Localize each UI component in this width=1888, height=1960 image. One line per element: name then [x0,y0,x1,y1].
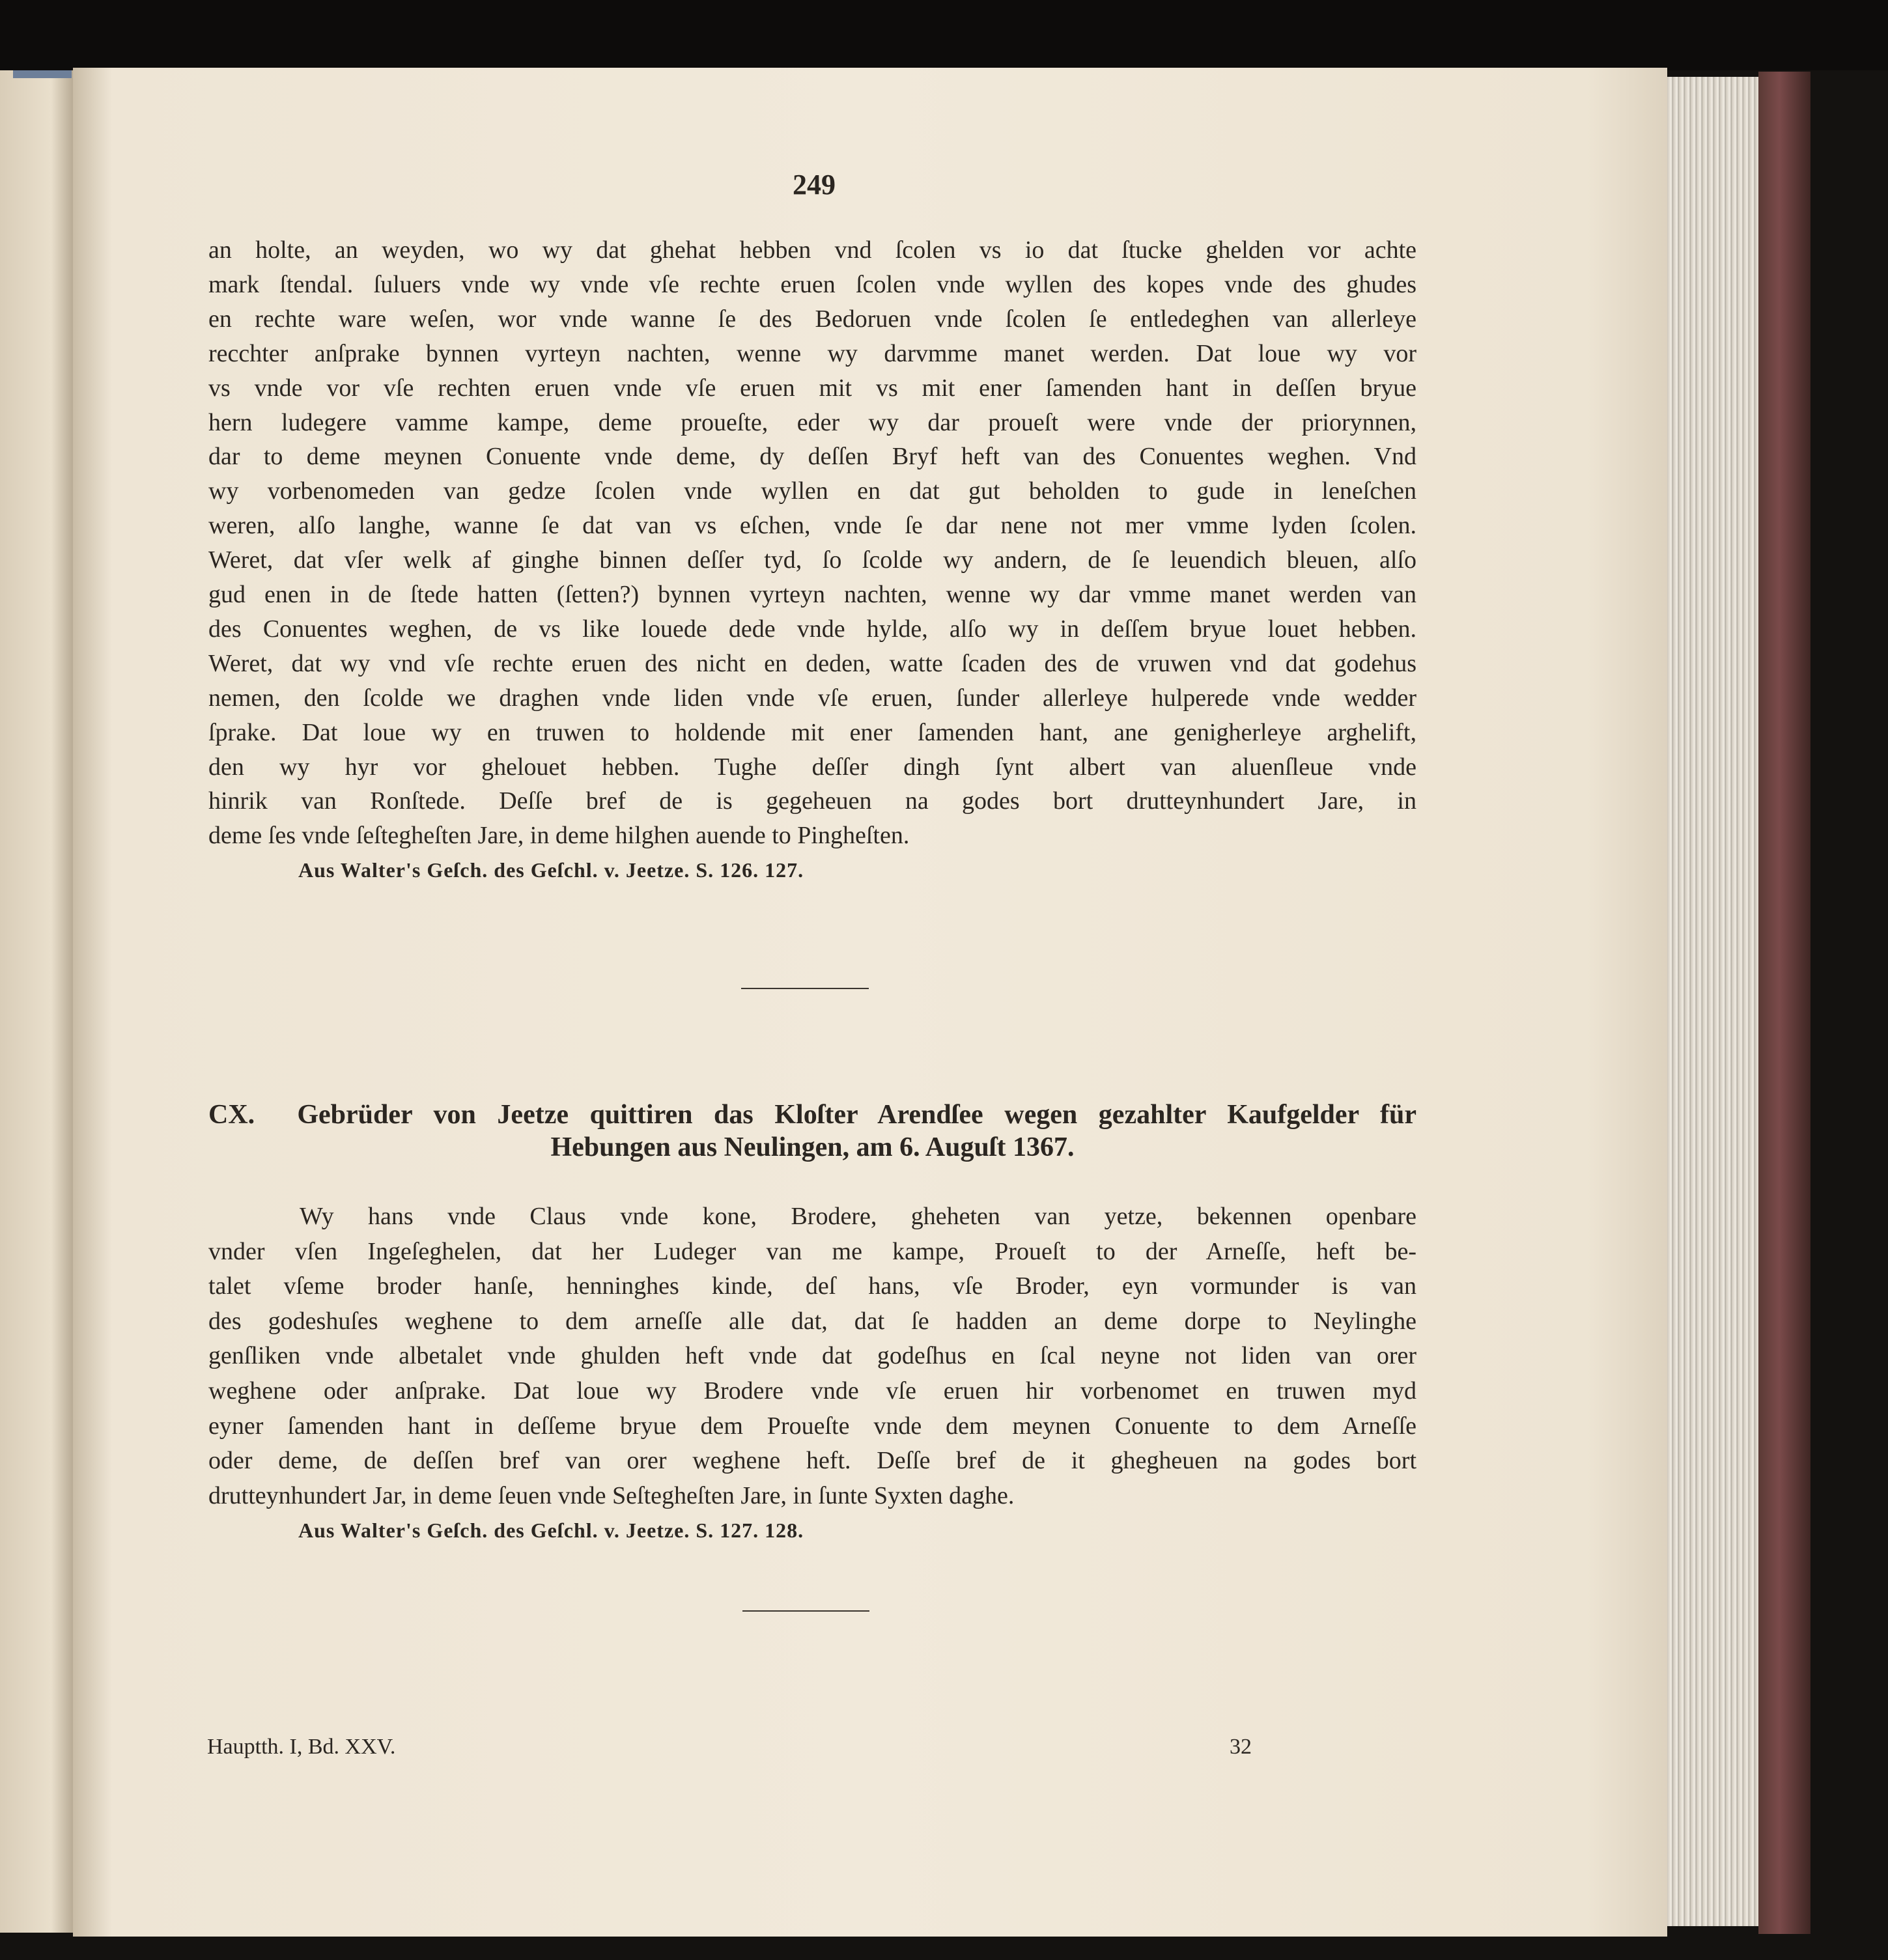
text-line [208,716,1416,750]
section-divider [741,988,869,989]
text-line [208,784,1416,819]
text-line-content: drutteynhundert Jar, in deme ſeuen vnde Seſtegheſten Jare, in ſunte Syxten daghe. [208,1481,1015,1509]
text-line-content: vnder vſen Ingeſeghelen, dat her Ludeger van me kampe, Proueſt to der Arneſſe, heft be- [208,1237,1416,1265]
text-line [208,1409,1416,1444]
text-line [208,1269,1416,1304]
text-line [208,1374,1416,1408]
text-line [208,440,1416,474]
text-line [208,543,1416,578]
left-page-edge [0,70,73,1933]
text-line [208,612,1416,647]
text-line [208,681,1416,716]
text-line [208,750,1416,785]
section-title-1: Gebrüder von Jeetze quittiren das Kloſter Arendſee wegen gezahlter Kaufgelder für [297,1100,1416,1130]
text-line [208,1479,1416,1513]
text-line [208,1339,1416,1373]
text-line [208,1444,1416,1478]
text-line-content: genſliken vnde albetalet vnde ghulden heft vnde dat godeſhus en ſcal neyne not liden van orer [208,1342,1416,1370]
text-line [208,233,1416,268]
text-line-content: en rechte ware weſen, wor vnde wanne ſe des Bedoruen vnde ſcolen ſe entledeghen van allerleye [208,305,1416,333]
text-line-content: des godeshuſes weghene to dem arneſſe alle dat, dat ſe hadden an deme dorpe to Neylinghe [208,1307,1416,1335]
text-line-content: weghene oder anſprake. Dat loue wy Brodere vnde vſe eruen hir vorbenomet en truwen myd [208,1377,1416,1405]
footer-volume: Hauptth. I, Bd. XXV. [207,1735,396,1759]
text-line [300,1199,1416,1234]
page-number: 249 [793,169,836,201]
text-line-content: wy vorbenomeden van gedze ſcolen vnde wyllen en dat gut beholden to gude in leneſchen [208,477,1416,505]
text-line [208,509,1416,543]
text-line-content: an holte, an weyden, wo wy dat ghehat hebben vnd ſcolen vs io dat ſtucke ghelden vor achte [208,236,1416,264]
text-line [208,1304,1416,1339]
text-line-content: nemen, den ſcolde we draghen vnde liden vnde vſe eruen, ſunder allerleye hulperede vnde wedder [208,684,1416,712]
text-line-content: gud enen in de ſtede hatten (ſetten?) bynnen vyrteyn nachten, wenne wy dar vmme manet werden van [208,581,1416,608]
section-title-2: Hebungen aus Neulingen, am 6. Auguſt 1367. [550,1132,1075,1162]
text-line-content: Weret, dat vſer welk af ginghe binnen deſſer tyd, ſo ſcolde wy andern, de ſe leuendich bleuen, alſo [208,546,1416,574]
text-line-content: deme ſes vnde ſeſtegheſten Jare, in deme hilghen auende to Pingheſten. [208,822,910,850]
text-line-content: eyner ſamenden hant in deſſeme bryue dem Proueſte vnde dem meynen Conuente to dem Arneſſe [208,1412,1416,1440]
text-line-content: den wy hyr vor ghelouet hebben. Tughe deſſer dingh ſynt albert van aluenſleue vnde [208,753,1416,781]
text-line-content: Weret, dat wy vnd vſe rechte eruen des nicht en deden, watte ſcaden des de vruwen vnd dat godehus [208,649,1416,677]
book-cover [1758,72,1811,1934]
text-line-content: ſprake. Dat loue wy en truwen to holdende mit ener ſamenden hant, ane genigherleye arghelift, [208,718,1416,746]
text-line-content: des Conuentes weghen, de vs like louede dede vnde hylde, alſo wy in deſſem bryue louet hebben. [208,615,1416,643]
section-heading-line-1 [208,1099,1416,1130]
text-line-content: weren, alſo langhe, wanne ſe dat van vs eſchen, vnde ſe dar nene not mer vmme lyden ſcolen. [208,512,1416,540]
section-number: CX. [208,1100,255,1130]
text-line [208,819,1416,853]
text-line [208,1235,1416,1269]
source-citation-2: Aus Walter's Geſch. des Geſchl. v. Jeetze. S. 127. 128. [298,1519,804,1542]
text-line-content: hinrik van Ronſtede. Deſſe bref de is gegeheuen na godes bort drutteynhundert Jare, in [208,787,1416,815]
text-line [208,406,1416,440]
text-line-content: Wy hans vnde Claus vnde kone, Brodere, gheheten van yetze, bekennen openbare [300,1203,1416,1230]
text-line-content: recchter anſprake bynnen vyrteyn nachten, wenne wy darvmme manet werden. Dat loue wy vor [208,339,1416,367]
scan-background [0,0,1888,70]
section-divider [742,1610,869,1612]
text-line-content: hern ludegere vamme kampe, deme proueſte, eder wy dar proueſt were vnde der priorynnen, [208,408,1416,436]
text-line-content: dar to deme meynen Conuente vnde deme, dy deſſen Bryf heft van des Conuentes weghen. Vnd [208,443,1416,471]
text-line [208,268,1416,302]
page-edges [1667,77,1758,1926]
text-line-content: vs vnde vor vſe rechten eruen vnde vſe eruen mit vs mit ener ſamenden hant in deſſen bryue [208,374,1416,402]
text-line-content: mark ſtendal. ſuluers vnde wy vnde vſe rechte eruen ſcolen vnde wyllen des kopes vnde des ghudes [208,270,1416,298]
text-line-content: oder deme, de deſſen bref van orer weghene heft. Deſſe bref de it ghegheuen na godes bort [208,1447,1416,1475]
text-line-content: talet vſeme broder hanſe, henninghes kinde, deſ hans, vſe Broder, eyn vormunder is van [208,1272,1416,1300]
bookmark-strip [13,70,72,78]
footer-signature-number: 32 [1230,1735,1252,1759]
text-line [208,578,1416,612]
source-citation-1: Aus Walter's Geſch. des Geſchl. v. Jeetze. S. 126. 127. [298,858,804,882]
text-line [208,337,1416,371]
text-line [208,647,1416,681]
text-line [208,302,1416,337]
text-line [208,371,1416,406]
text-line [208,474,1416,509]
